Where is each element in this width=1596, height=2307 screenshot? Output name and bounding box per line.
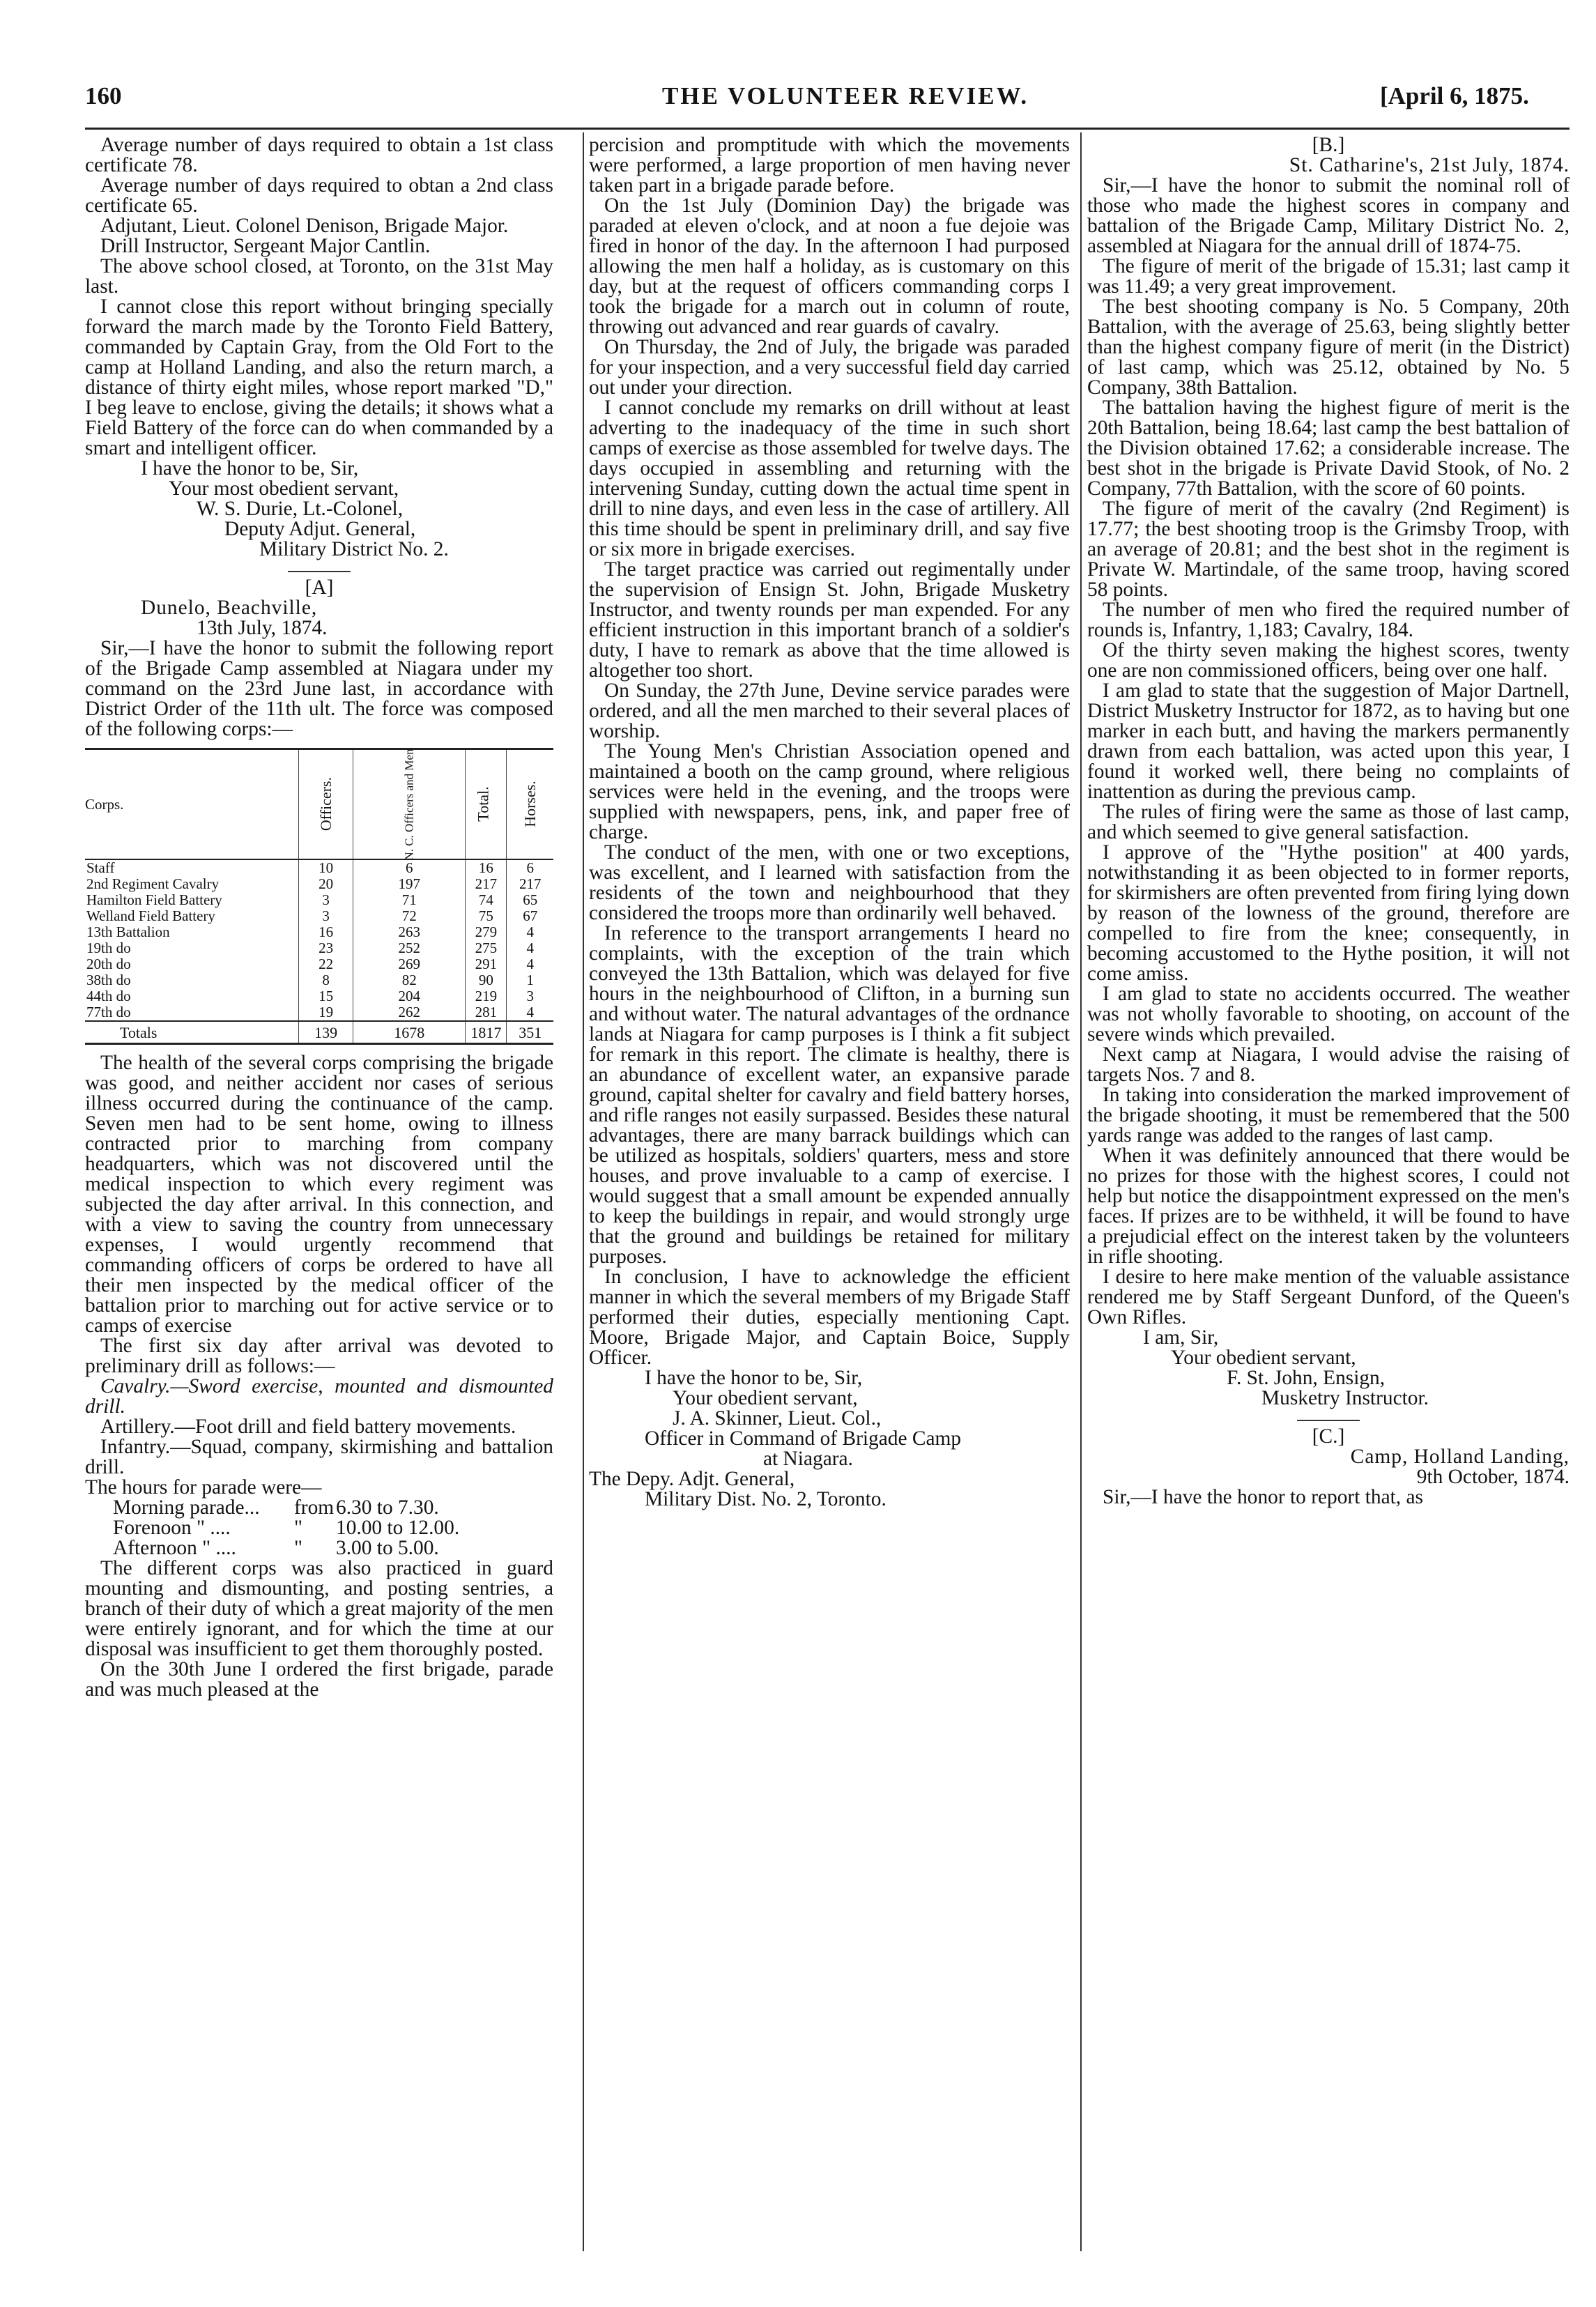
- table-cell: 219: [466, 988, 507, 1004]
- paragraph: On Sunday, the 27th June, Devine service parades were ordered, and all the men marched to their several places of worship.: [589, 680, 1070, 742]
- paragraph: The health of the several corps comprising the brigade was good, and neither accident nor cases of serious illness occurred during the continuance of the camp. Seven men had to be sent home, owing to illness contracted prior to marching from company headquarters, which was not discovered until the medical inspection to which every regiment was subjected the day after arrival. In this connection, and with a view to saving the country from unnecessary expenses, I would urgently recommend that commanding officers of corps be ordered to have all their men inspected by the medical officer of the battalion prior to marching out for active service or to camps of exercise: [85, 1052, 553, 1337]
- table-row: [85, 972, 553, 988]
- signature-name: J. A. Skinner, Lieut. Col.,: [673, 1407, 882, 1430]
- paragraph: The first six day after arrival was devoted to preliminary drill as follows:—: [85, 1335, 553, 1377]
- table-header-cell: N. C. Officers and Men: [353, 749, 466, 860]
- table-cell: 75: [466, 908, 507, 924]
- signature-closing: I have the honor to be, Sir,: [141, 457, 359, 480]
- table-cell: 38th do: [86, 972, 131, 988]
- signature-title: Military District No. 2.: [259, 538, 449, 560]
- table-row: [85, 924, 553, 940]
- paragraph: The above school closed, at Toronto, on the 31st May last.: [85, 255, 553, 298]
- paragraph: Drill Instructor, Sergeant Major Cantlin.: [100, 235, 431, 257]
- paragraph: The best shooting company is No. 5 Company, 20th Battalion, with the average of 25.63, being slightly better than the highest company figure of merit (in the District) of last camp, which was 25.12, obtained by No. 5 Company, 38th Battalion.: [1087, 296, 1570, 399]
- dateline-place: Camp, Holland Landing,: [1350, 1446, 1570, 1468]
- table-cell: 44th do: [86, 988, 131, 1004]
- parade-hours-row: [85, 1518, 553, 1538]
- paragraph: Of the thirty seven making the highest scores, twenty one are non commissioned officers, being over one half.: [1087, 639, 1570, 682]
- table-cell: 65: [507, 892, 553, 908]
- table-cell: 275: [466, 940, 507, 956]
- column-divider-1: [583, 132, 584, 2251]
- table-cell: 262: [353, 1004, 466, 1021]
- table-cell: 269: [353, 956, 466, 972]
- column-divider-2: [1080, 132, 1082, 2251]
- table-row: [85, 908, 553, 924]
- table-cell: 67: [507, 908, 553, 924]
- paragraph: Artillery.—Foot drill and field battery movements.: [100, 1416, 516, 1438]
- dateline-place: Dunelo, Beachville,: [141, 597, 318, 619]
- addressee: The Depy. Adjt. General,: [589, 1468, 795, 1490]
- table-cell: 71: [353, 892, 466, 908]
- table-row: [85, 940, 553, 956]
- paragraph: The target practice was carried out regimentally under the supervision of Ensign St. John, Brigade Musketry Instructor, and twenty rounds per man expended. For any efficient instruction in this important branch of a soldier's duty, I have to remark as above that the time allowed is altogether too short.: [589, 558, 1070, 682]
- column-left: [85, 135, 553, 2261]
- table-row: [85, 876, 553, 892]
- signature-title: Officer in Command of Brigade Camp: [645, 1427, 962, 1450]
- table-cell: 77th do: [86, 1004, 131, 1020]
- paragraph: On Thursday, the 2nd of July, the brigade was paraded for your inspection, and a very successful field day carried out under your direction.: [589, 336, 1070, 399]
- table-cell: 82: [353, 972, 466, 988]
- table-cell: Totals: [85, 1021, 299, 1044]
- paragraph: Sir,—I have the honor to submit the nominal roll of those who made the highest scores in company and battalion of the Brigade Camp, Military District No. 2, assembled at Niagara for the annual drill of 1874-75.: [1087, 174, 1570, 257]
- table-cell: 279: [466, 924, 507, 940]
- signature-title: Deputy Adjut. General,: [224, 518, 416, 540]
- section-heading: [C.]: [1312, 1425, 1345, 1448]
- paragraph: I am glad to state no accidents occurred. The weather was not wholly favorable to shooting, on account of the severe winds which prevailed.: [1087, 983, 1570, 1045]
- paragraph: I desire to here make mention of the valuable assistance rendered me by Staff Sergeant Dunford, of the Queen's Own Rifles.: [1087, 1266, 1570, 1328]
- signature-closing: Your obedient servant,: [673, 1387, 858, 1409]
- paragraph: In taking into consideration the marked improvement of the brigade shooting, it must be remembered that the 500 yards range was added to the ranges of last camp.: [1087, 1084, 1570, 1147]
- table-cell: 13th Battalion: [86, 923, 170, 940]
- table-total-row: [85, 1021, 553, 1044]
- paragraph: In reference to the transport arrangements I heard no complaints, with the exception of the train which conveyed the 13th Battalion, which was delayed for five hours in the neighbourhood of Clifton, in a burning sun and without water. The natural advantages of the ordnance lands at Niagara for camp purposes is I think a fit subject for remark in this report. The climate is healthy, there is an abundance of excellent water, an expansive parade ground, capital shelter for cavalry and field battery horses, and rifle ranges not easily surpassed. Besides these natural advantages, there are many barrack buildings which can be utilized as hospitals, soldiers' quarters, mess and store houses, and prove invaluable to a camp of exercise. I would suggest that a small amount be expended annually to keep the buildings in repair, and would strongly urge that the ground and buildings be retained for military purposes.: [589, 922, 1070, 1268]
- paragraph: Sir,—I have the honor to report that, as: [1103, 1486, 1423, 1508]
- signature-title: at Niagara.: [763, 1448, 853, 1470]
- paragraph: percision and promptitude with which the movements were performed, a large proportion of men having never taken part in a brigade parade before.: [589, 135, 1070, 197]
- signature-closing: I am, Sir,: [1143, 1326, 1219, 1349]
- table-cell: 1678: [353, 1021, 466, 1044]
- paragraph: The battalion having the highest figure of merit is the 20th Battalion, being 18.64; last camp the best battalion of the Division obtained 17.62; a considerable increase. The best shot in the brigade is Private David Stook, of No. 2 Company, 77th Battalion, with the score of 60 points.: [1087, 397, 1570, 500]
- table-cell: 2nd Regiment Cavalry: [86, 875, 220, 892]
- paragraph: Next camp at Niagara, I would advise the raising of targets Nos. 7 and 8.: [1087, 1043, 1570, 1086]
- paragraph: Cavalry.—Sword exercise, mounted and dismounted drill.: [85, 1375, 553, 1418]
- table-cell: 3: [299, 892, 353, 908]
- section-rule: [1297, 1420, 1360, 1421]
- parade-separator: ": [294, 1517, 302, 1539]
- table-header-row: [85, 749, 553, 860]
- section-rule: [288, 571, 351, 572]
- table-header-cell: Horses.: [507, 749, 553, 860]
- paragraph: The figure of merit of the brigade of 15.31; last camp it was 11.49; a very great improvement.: [1087, 255, 1570, 298]
- table-cell: 22: [299, 956, 353, 972]
- parade-hours-row: [85, 1538, 553, 1558]
- table-row: [85, 859, 553, 876]
- table-cell: 4: [507, 940, 553, 956]
- paragraph: I cannot conclude my remarks on drill without at least adverting to the inadequacy of the time in such short camps of exercise as those assembled for twelve days. The days occupied in assembling and returning with the intervening Sunday, cutting down the actual time spent in drill to nine days, and even less in the case of artillery. All this time should be spent in preliminary drill, and say five or six more in brigade exercises.: [589, 397, 1070, 560]
- table-cell: 1: [507, 972, 553, 988]
- signature-closing: I have the honor to be, Sir,: [645, 1367, 863, 1389]
- masthead-title: THE VOLUNTEER REVIEW.: [662, 82, 1029, 109]
- table-cell: 19th do: [86, 940, 131, 956]
- dateline-date: 13th July, 1874.: [197, 617, 328, 639]
- table-row: [85, 1004, 553, 1021]
- paragraph: Adjutant, Lieut. Colonel Denison, Brigade Major.: [100, 215, 509, 237]
- signature-name: W. S. Durie, Lt.-Colonel,: [197, 498, 404, 520]
- dateline-date: 9th October, 1874.: [1416, 1466, 1570, 1488]
- parade-label: Morning parade...: [113, 1496, 260, 1519]
- table-cell: 204: [353, 988, 466, 1004]
- paragraph: The conduct of the men, with one or two exceptions, was excellent, and I learned with satisfaction from the residents of the town and neighbourhood that they considered the troops more than ordinarily well behaved.: [589, 841, 1070, 924]
- table-cell: 16: [299, 924, 353, 940]
- table-cell: 10: [299, 859, 353, 876]
- table-cell: 4: [507, 1004, 553, 1021]
- section-heading: [A]: [305, 576, 334, 599]
- table-cell: 281: [466, 1004, 507, 1021]
- table-cell: 15: [299, 988, 353, 1004]
- table-cell: 6: [353, 859, 466, 876]
- paragraph: Average number of days required to obtan a 2nd class certificate 65.: [85, 174, 553, 217]
- paragraph: On the 1st July (Dominion Day) the brigade was paraded at eleven o'clock, and at noon a fue dejoie was fired in honor of the day. In the afternoon I had purposed allowing the men half a holiday, as is customary on this day, but at the request of officers commanding corps I took the brigade for a march out in column of route, throwing out advanced and rear guards of cavalry.: [589, 194, 1070, 338]
- signature-closing: Your obedient servant,: [1171, 1347, 1356, 1369]
- parade-time: 3.00 to 5.00.: [336, 1537, 439, 1559]
- column-middle: [589, 135, 1070, 2261]
- paragraph: On the 30th June I ordered the first brigade, parade and was much pleased at the: [85, 1658, 553, 1701]
- table-cell: 351: [507, 1021, 553, 1044]
- table-cell: 20: [299, 876, 353, 892]
- table-cell: 4: [507, 956, 553, 972]
- parade-time: 10.00 to 12.00.: [336, 1517, 460, 1539]
- addressee: Military Dist. No. 2, Toronto.: [645, 1488, 887, 1510]
- paragraph: The figure of merit of the cavalry (2nd Regiment) is 17.77; the best shooting troop is the Grimsby Troop, with an average of 20.81; and the best shot in the regiment is Private W. Martindale, of the same troop, having scored 58 points.: [1087, 498, 1570, 601]
- table-row: [85, 956, 553, 972]
- table-cell: 4: [507, 924, 553, 940]
- paragraph: The different corps was also practiced in guard mounting and dismounting, and posting sentries, a branch of their duty of which a great majority of the men were entirely ignorant, and for which the time at our disposal was insufficient to get them thoroughly posted.: [85, 1557, 553, 1660]
- table-cell: 8: [299, 972, 353, 988]
- parade-separator: from: [294, 1496, 335, 1519]
- paragraph: I cannot close this report without bringing specially forward the march made by the Toronto Field Battery, commanded by Captain Gray, from the Old Fort to the camp at Holland Landing, and also the return march, a distance of thirty eight miles, whose report marked "D," I beg leave to enclose, giving the details; it shows what a Field Battery of the force can do when commanded by a smart and intelligent officer.: [85, 296, 553, 459]
- table-cell: 3: [299, 908, 353, 924]
- paragraph: Infantry.—Squad, company, skirmishing and battalion drill.: [85, 1436, 553, 1478]
- table-row: [85, 988, 553, 1004]
- paragraph: I am glad to state that the suggestion of Major Dartnell, District Musketry Instructor for 1872, as to having but one marker in each butt, and having the markers permanently drawn from each battalion, was acted upon this year, I found it worked well, there being no complaints of inattention as during the previous camp.: [1087, 680, 1570, 803]
- paragraph: The rules of firing were the same as those of last camp, and which seemed to give general satisfaction.: [1087, 801, 1570, 843]
- parade-separator: ": [294, 1537, 302, 1559]
- parade-time: 6.30 to 7.30.: [336, 1496, 439, 1519]
- table-cell: 6: [507, 859, 553, 876]
- table-cell: 217: [466, 876, 507, 892]
- table-header-cell: Officers.: [299, 749, 353, 860]
- column-right: [1087, 135, 1570, 2261]
- table-cell: Staff: [86, 859, 115, 876]
- parade-hours-row: [85, 1498, 553, 1518]
- table-cell: 263: [353, 924, 466, 940]
- table-cell: 139: [299, 1021, 353, 1044]
- paragraph: In conclusion, I have to acknowledge the efficient manner in which the several members of my Brigade Staff performed their duties, especially mentioning Capt. Moore, Brigade Major, and Captain Boice, Supply Officer.: [589, 1266, 1070, 1369]
- table-header-cell: Total.: [466, 749, 507, 860]
- table-cell: 19: [299, 1004, 353, 1021]
- table-cell: 291: [466, 956, 507, 972]
- table-cell: 90: [466, 972, 507, 988]
- table-cell: Welland Field Battery: [86, 907, 215, 924]
- table-row: [85, 892, 553, 908]
- signature-title: Musketry Instructor.: [1261, 1387, 1429, 1409]
- header-rule: [85, 128, 1570, 130]
- parade-label: Forenoon " ....: [113, 1517, 231, 1539]
- section-heading: [B.]: [1312, 135, 1345, 156]
- corps-table: [85, 748, 553, 1045]
- table-cell: 1817: [466, 1021, 507, 1044]
- dateline: St. Catharine's, 21st July, 1874.: [1289, 154, 1570, 176]
- paragraph: I approve of the "Hythe position" at 400 yards, notwithstanding it as been objected to in former reports, for skirmishers are often prevented from firing lying down by reason of the lowness of the ground, therefore are compelled to fire from the knee; consequently, in becoming accustomed to the Hythe position, it will not come amiss.: [1087, 841, 1570, 985]
- signature-name: F. St. John, Ensign,: [1227, 1367, 1386, 1389]
- signature-closing: Your most obedient servant,: [169, 477, 399, 500]
- table-cell: 20th do: [86, 956, 131, 972]
- table-header-cell: Corps.: [85, 749, 299, 860]
- paragraph: Average number of days required to obtain a 1st class certificate 78.: [85, 135, 553, 176]
- paragraph: The Young Men's Christian Association opened and maintained a booth on the camp ground, where religious services were held in the evening, and the troops were supplied with newspapers, pens, ink, and paper free of charge.: [589, 740, 1070, 843]
- issue-date: [April 6, 1875.: [1380, 82, 1529, 109]
- paragraph: The number of men who fired the required number of rounds is, Infantry, 1,183; Cavalry, 184.: [1087, 599, 1570, 641]
- page-number: 160: [85, 82, 122, 109]
- paragraph: When it was definitely announced that there would be no prizes for those with the highest scores, I could not help but notice the disappointment expressed on the men's faces. If prizes are to be withheld, it will be found to have a prejudicial effect on the interest taken by the volunteers in rifle shooting.: [1087, 1144, 1570, 1268]
- table-cell: 72: [353, 908, 466, 924]
- table-cell: 3: [507, 988, 553, 1004]
- table-cell: 252: [353, 940, 466, 956]
- table-cell: 16: [466, 859, 507, 876]
- parade-label: Afternoon " ....: [113, 1537, 236, 1559]
- table-cell: 197: [353, 876, 466, 892]
- table-cell: 23: [299, 940, 353, 956]
- table-cell: Hamilton Field Battery: [86, 891, 222, 908]
- table-cell: 74: [466, 892, 507, 908]
- paragraph: Sir,—I have the honor to submit the following report of the Brigade Camp assembled at Niagara under my command on the 23rd June last, in accordance with District Order of the 11th ult. The force was composed of the following corps:—: [85, 637, 553, 740]
- table-cell: 217: [507, 876, 553, 892]
- paragraph: The hours for parade were—: [85, 1476, 322, 1499]
